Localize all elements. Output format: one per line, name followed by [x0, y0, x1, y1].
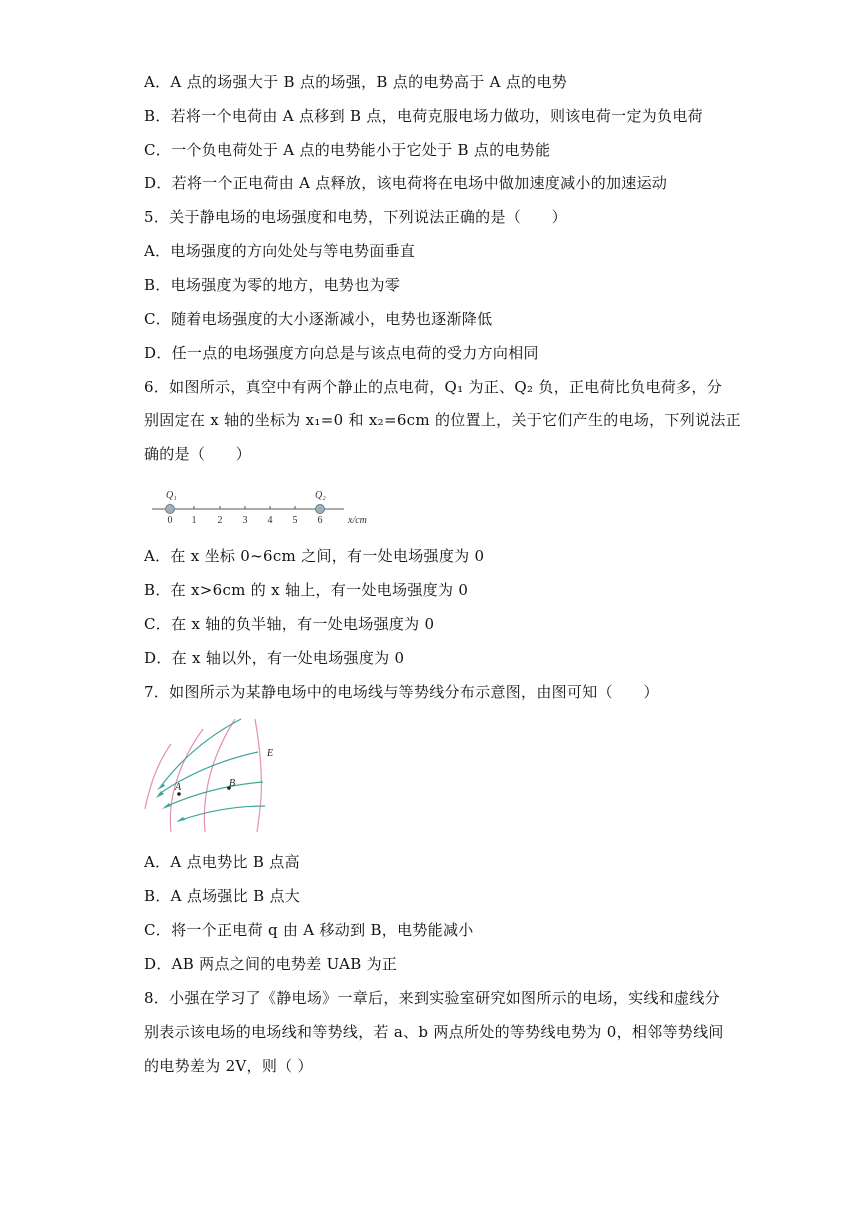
q6-axis-figure [148, 484, 380, 526]
label-q1: Q₁ [166, 490, 177, 501]
tick-label-2: 2 [217, 515, 223, 526]
field-line-2 [159, 752, 258, 794]
q7-field-figure [143, 714, 275, 834]
arrowhead-4 [176, 817, 185, 822]
charge-q2 [316, 505, 325, 514]
field-line-3 [167, 782, 263, 806]
equipotential-line-4 [255, 719, 261, 832]
tick-label-5: 5 [292, 515, 298, 526]
q8-stem-line-2: 别表示该电场的电场线和等势线，若 a、b 两点所处的等势线电势为 0，相邻等势线间 [144, 1023, 724, 1041]
q6-stem-line-1: 6．如图所示，真空中有两个静止的点电荷，Q₁ 为正、Q₂ 负，正电荷比负电荷多，分 [144, 378, 723, 396]
label-e: E [267, 748, 274, 759]
label-b: B [229, 778, 236, 789]
arrowhead-3 [162, 803, 171, 809]
q8-stem-line-3: 的电势差为 2V，则（ ） [144, 1057, 313, 1075]
q7-option-d: D．AB 两点之间的电势差 UAB 为正 [144, 955, 398, 973]
q4-option-d: D．若将一个正电荷由 A 点释放，该电荷将在电场中做加速度减小的加速运动 [144, 174, 668, 192]
q4-option-b: B．若将一个电荷由 A 点移到 B 点，电荷克服电场力做功，则该电荷一定为负电荷 [144, 107, 703, 125]
q6-option-c: C．在 x 轴的负半轴，有一处电场强度为 0 [144, 615, 435, 633]
tick-label-1: 1 [191, 515, 197, 526]
label-q2: Q₂ [315, 490, 326, 501]
q7-option-c: C．将一个正电荷 q 由 A 移动到 B，电势能减小 [144, 921, 474, 939]
arrowhead-1 [157, 783, 165, 790]
q7-stem: 7．如图所示为某静电场中的电场线与等势线分布示意图，由图可知（ ） [144, 683, 659, 701]
q5-stem: 5．关于静电场的电场强度和电势，下列说法正确的是（ ） [144, 208, 567, 226]
q6-option-a: A．在 x 坐标 0~6cm 之间，有一处电场强度为 0 [144, 547, 485, 565]
equipotential-line-3 [204, 719, 235, 832]
tick-label-4: 4 [267, 515, 273, 526]
tick-label-0: 0 [167, 515, 173, 526]
label-a: A [175, 782, 182, 793]
equipotential-lines [145, 719, 261, 832]
tick-label-3: 3 [242, 515, 248, 526]
q6-stem-line-2: 别固定在 x 轴的坐标为 x₁=0 和 x₂=6cm 的位置上，关于它们产生的电场，下列说法正 [144, 411, 741, 429]
q5-option-d: D．任一点的电场强度方向总是与该点电荷的受力方向相同 [144, 344, 539, 362]
q6-option-d: D．在 x 轴以外，有一处电场强度为 0 [144, 649, 405, 667]
q4-option-a: A．A 点的场强大于 B 点的场强，B 点的电势高于 A 点的电势 [144, 73, 568, 91]
field-line-4 [181, 806, 265, 820]
axis-label: x/cm [348, 515, 367, 526]
equipotential-line-2 [170, 729, 203, 832]
q4-option-c: C．一个负电荷处于 A 点的电势能小于它处于 B 点的电势能 [144, 141, 551, 159]
q5-option-b: B．电场强度为零的地方，电势也为零 [144, 276, 401, 294]
tick-label-6: 6 [317, 515, 323, 526]
charge-q1 [166, 505, 175, 514]
q7-option-a: A．A 点电势比 B 点高 [144, 853, 300, 871]
q6-option-b: B．在 x>6cm 的 x 轴上，有一处电场强度为 0 [144, 581, 469, 599]
q7-option-b: B．A 点场强比 B 点大 [144, 887, 301, 905]
q5-option-c: C．随着电场强度的大小逐渐减小，电势也逐渐降低 [144, 310, 493, 328]
equipotential-line-1 [145, 744, 171, 809]
q5-option-a: A．电场强度的方向处处与等电势面垂直 [144, 242, 416, 260]
q8-stem-line-1: 8．小强在学习了《静电场》一章后，来到实验室研究如图所示的电场，实线和虚线分 [144, 989, 720, 1007]
q6-stem-line-3: 确的是（ ） [144, 445, 252, 463]
